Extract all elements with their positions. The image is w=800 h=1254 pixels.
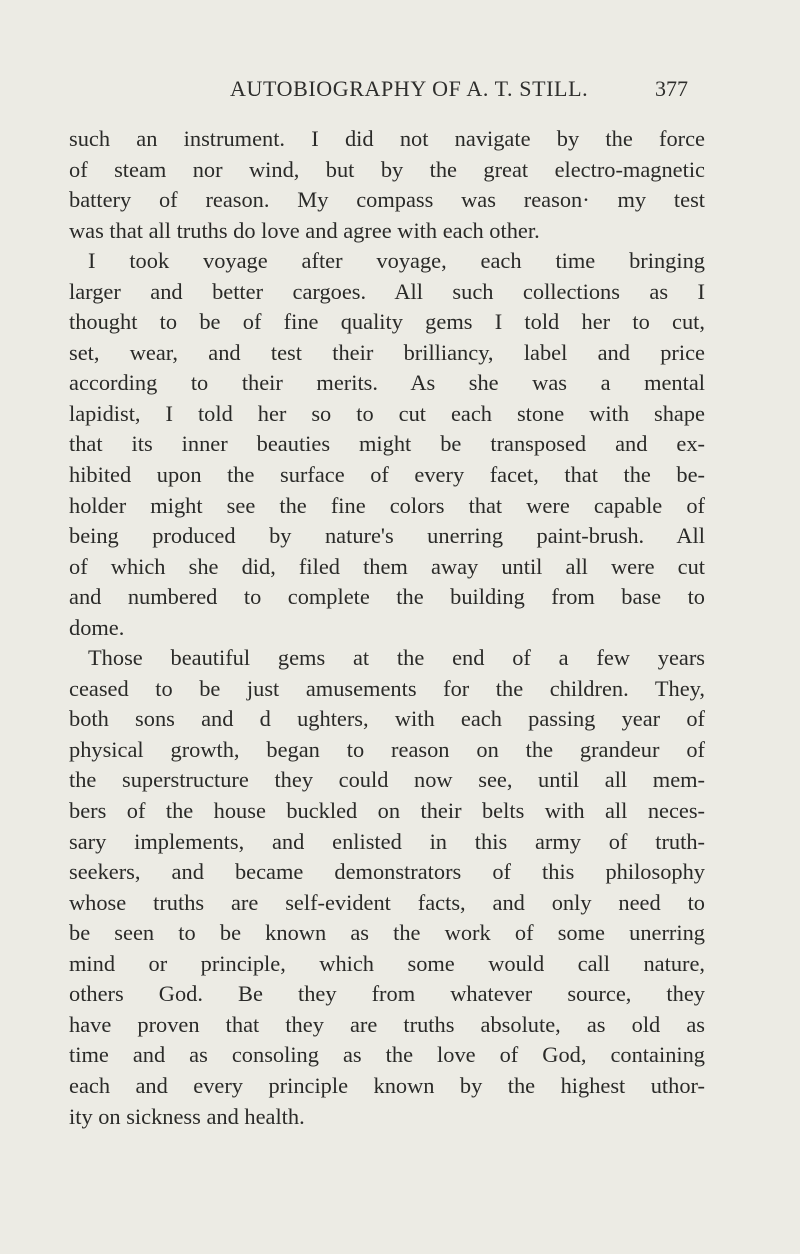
text-line: each and every principle known by the highest uthor-	[69, 1072, 705, 1098]
text-line: lapidist, I told her so to cut each stone with shape	[69, 400, 705, 426]
text-line: seekers, and became demonstrators of this philosophy	[69, 859, 705, 885]
running-head: AUTOBIOGRAPHY OF A. T. STILL.	[230, 76, 589, 101]
text-line: ceased to be just amusements for the children. They,	[69, 675, 705, 701]
text-line: hibited upon the surface of every facet, that the be-	[69, 462, 705, 488]
text-line: be seen to be known as the work of some unerring	[69, 920, 705, 946]
text-line: and numbered to complete the building from base to	[69, 584, 705, 610]
text-line: physical growth, began to reason on the grandeur of	[69, 736, 705, 762]
text-line: ity on sickness and health.	[69, 1103, 305, 1129]
text-line: battery of reason. My compass was reason· my test	[69, 187, 705, 213]
text-line: holder might see the fine colors that were capable of	[69, 492, 705, 518]
text-line: have proven that they are truths absolute, as old as	[69, 1011, 705, 1037]
text-line: such an instrument. I did not navigate by the force	[69, 126, 705, 151]
text-line: others God. Be they from whatever source, they	[69, 981, 705, 1007]
text-line: mind or principle, which some would call nature,	[69, 950, 705, 976]
text-line: Those beautiful gems at the end of a few years	[88, 645, 705, 671]
text-line: according to their merits. As she was a mental	[69, 370, 705, 396]
text-line: I took voyage after voyage, each time bringing	[88, 248, 705, 274]
text-line: whose truths are self-evident facts, and only need to	[69, 889, 705, 915]
text-line: time and as consoling as the love of God, containing	[69, 1042, 705, 1068]
text-line: sary implements, and enlisted in this army of truth-	[69, 828, 705, 854]
text-line: set, wear, and test their brilliancy, label and price	[69, 339, 705, 365]
text-line: being produced by nature's unerring paint-brush. All	[69, 523, 705, 549]
text-line: that its inner beauties might be transposed and ex-	[69, 431, 705, 457]
text-line: of steam nor wind, but by the great electro-magnetic	[69, 156, 705, 182]
text-line: dome.	[69, 614, 125, 640]
text-line: bers of the house buckled on their belts with all neces-	[69, 798, 705, 824]
page-number: 377	[655, 76, 688, 101]
body-text	[69, 124, 705, 1132]
text-line: was that all truths do love and agree with each other.	[69, 217, 540, 243]
text-line: the superstructure they could now see, until all mem-	[69, 767, 705, 793]
text-line: both sons and d ughters, with each passing year of	[69, 706, 705, 732]
text-line: thought to be of fine quality gems I told her to cut,	[69, 309, 705, 335]
text-line: of which she did, filed them away until all were cut	[69, 553, 705, 579]
text-line: larger and better cargoes. All such collections as I	[69, 278, 705, 304]
